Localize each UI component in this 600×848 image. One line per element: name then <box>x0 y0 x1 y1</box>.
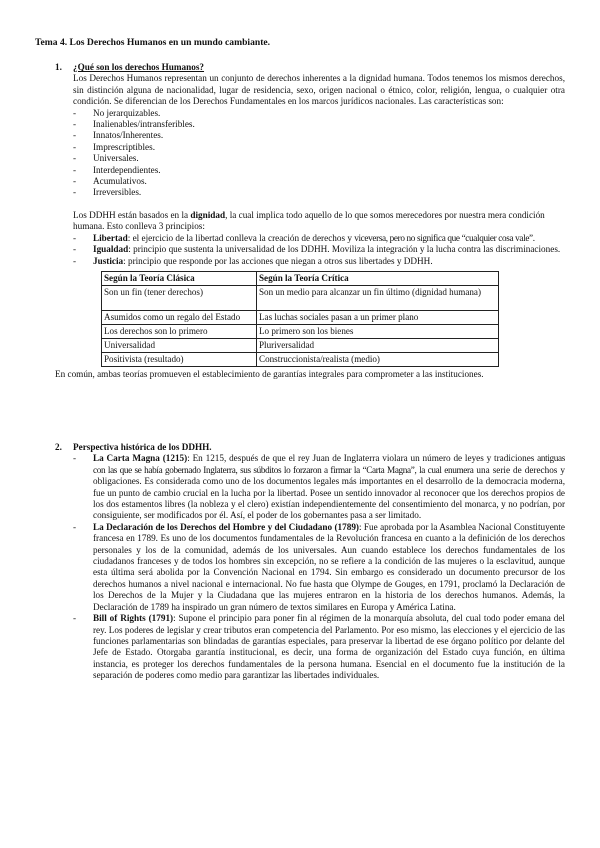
dignity-paragraph: Los DDHH están basados en la dignidad, la cual implica todo aquello de lo que somos merecedores por nuestra mera condición humana. Esto conlleva 3 principios: <box>73 209 545 232</box>
section-body <box>55 73 565 380</box>
list-item: - Innatos/Inherentes. <box>73 130 164 141</box>
principles-list <box>73 233 565 267</box>
history-item-declaration-1789: - La Declaración de los Derechos del Hombre y del Ciudadano (1789): Fue aprobada por la Asamblea Nacional Constituyente francesa en 1789. Es uno de los documentos fundamentales de la Revolución francesa en cuanto a la definición de los derechos personales y los de la comunidad, además de los universales. Aun cuando establece los derechos fundamentales de los ciudadanos franceses y de todos los hombres sin excepción, no se refiere a la condición de las mujeres o la esclavitud, aunque esta última será abolida por la Convención Nacional en 1794. Sin embargo es considerado un documento precursor de los derechos humanos a nivel nacional e internacional. No fue hasta que Olympe de Gouges, en 1791, proclamó la Declaración de los Derechos de la Mujer y la Ciudadana que las mujeres entraron en la historia de los derechos humanos. Además, la Declaración de 1789 ha inspirado un gran número de textos similares en Europa y América Latina. <box>73 521 566 612</box>
theories-comparison-table <box>101 271 499 367</box>
table-header: Según la Teoría Clásica <box>102 271 257 285</box>
history-item-carta-magna: - La Carta Magna (1215): En 1215, después de que el rey Juan de Inglaterra violara un número de leyes y tradiciones antiguas con las que se había gobernado Inglaterra, sus súbditos lo forzaron a firmar la “Carta Magna”, la cual enumera una serie de derechos y obligaciones. Es considerada como uno de los documentos legales más importantes en el desarrollo de la democracia moderna, fue un punto de cambio crucial en la lucha por la libertad. Posee un sentido innovador al reconocer que los derechos propios de los dos estamentos libres (la nobleza y el clero) existían independientemente del consentimiento del monarca, y no podrían, por consiguiente, ser modificados por él. Así, el poder de los gobernantes pasa a ser limitado. <box>73 453 565 521</box>
section-number: 2. <box>55 442 62 452</box>
principle-item: - Libertad: el ejercicio de la libertad conlleva la creación de derechos y viceversa, pero no significa que “cualquier cosa vale”. <box>73 232 535 243</box>
list-item: - Irreversibles. <box>73 187 142 198</box>
principle-item: - Justicia: principio que responde por las acciones que niegan a otros sus libertades y DDHH. <box>73 255 433 266</box>
list-item: - No jerarquizables. <box>73 107 161 118</box>
table-row: Son un fin (tener derechos) Son un medio para alcanzar un fin último (dignidad humana) <box>102 285 499 310</box>
closing-paragraph: En común, ambas teorías promueven el establecimiento de garantías integrales para comprometer a las instituciones. <box>55 368 484 379</box>
table-header: Según la Teoría Crítica <box>257 271 499 285</box>
section-heading-text: Perspectiva histórica de los DDHH. <box>73 442 212 452</box>
intro-paragraph: Los Derechos Humanos representan un conjunto de derechos inherentes a la dignidad humana. Todos tenemos los mismos derechos, sin distinción alguna de nacionalidad, lugar de residencia, sexo, origen nacional o étnico, color, religión, lengua, o cualquier otra condición. Se diferencian de los Derechos Fundamentales en los marcos jurídicos nacionales. Las características son: <box>73 73 565 107</box>
characteristics-list <box>73 108 565 199</box>
table-header-row <box>102 271 499 285</box>
table-row: Los derechos son lo primero Lo primero son los bienes <box>102 324 499 338</box>
table-row: Asumidos como un regalo del Estado Las luchas sociales pasan a un primer plano <box>102 310 499 324</box>
table-row: Universalidad Pluriversalidad <box>102 338 499 352</box>
list-item: - Imprescriptibles. <box>73 141 155 152</box>
dignity-term: dignidad <box>190 209 226 220</box>
list-item: - Acumulativos. <box>73 176 147 187</box>
section-heading <box>55 62 565 73</box>
list-item: - Interdependientes. <box>73 164 161 175</box>
list-item: - Inalienables/intransferibles. <box>73 119 195 130</box>
list-item: - Universales. <box>73 153 139 164</box>
section-what-are-human-rights <box>55 62 565 380</box>
section-historical-perspective <box>55 442 565 682</box>
section-heading-text: ¿Qué son los derechos Humanos? <box>73 62 205 72</box>
section-heading <box>55 442 565 453</box>
document-title: Tema 4. Los Derechos Humanos en un mundo cambiante. <box>35 37 271 48</box>
history-item-bill-of-rights: - Bill of Rights (1791): Supone el principio para poner fin al régimen de la monarquía absoluta, del cual todo poder emana del rey. Los poderes de legislar y crear tributos eran competencia del Parlamento. Por eso mismo, las elecciones y el ejercicio de las funciones parlamentarias son blindadas de garantías especiales, para preservar la libertad de ese órgano político por delante del Jefe de Estado. Otorgaba garantía institucional, es decir, una forma de organización del Estado cuya función, en última instancia, es proteger los derechos fundamentales de la persona humana. Esencial en el documento fue la institución de la separación de poderes como medio para garantizar las libertades individuales. <box>73 613 565 681</box>
table-row: Positivista (resultado) Construccionista/realista (medio) <box>102 352 499 366</box>
section-number: 1. <box>55 62 62 72</box>
history-list <box>73 453 565 681</box>
principle-item: - Igualdad: principio que sustenta la universalidad de los DDHH. Moviliza la integración y la lucha contra las discriminaciones. <box>73 244 561 255</box>
section-body <box>73 453 565 681</box>
